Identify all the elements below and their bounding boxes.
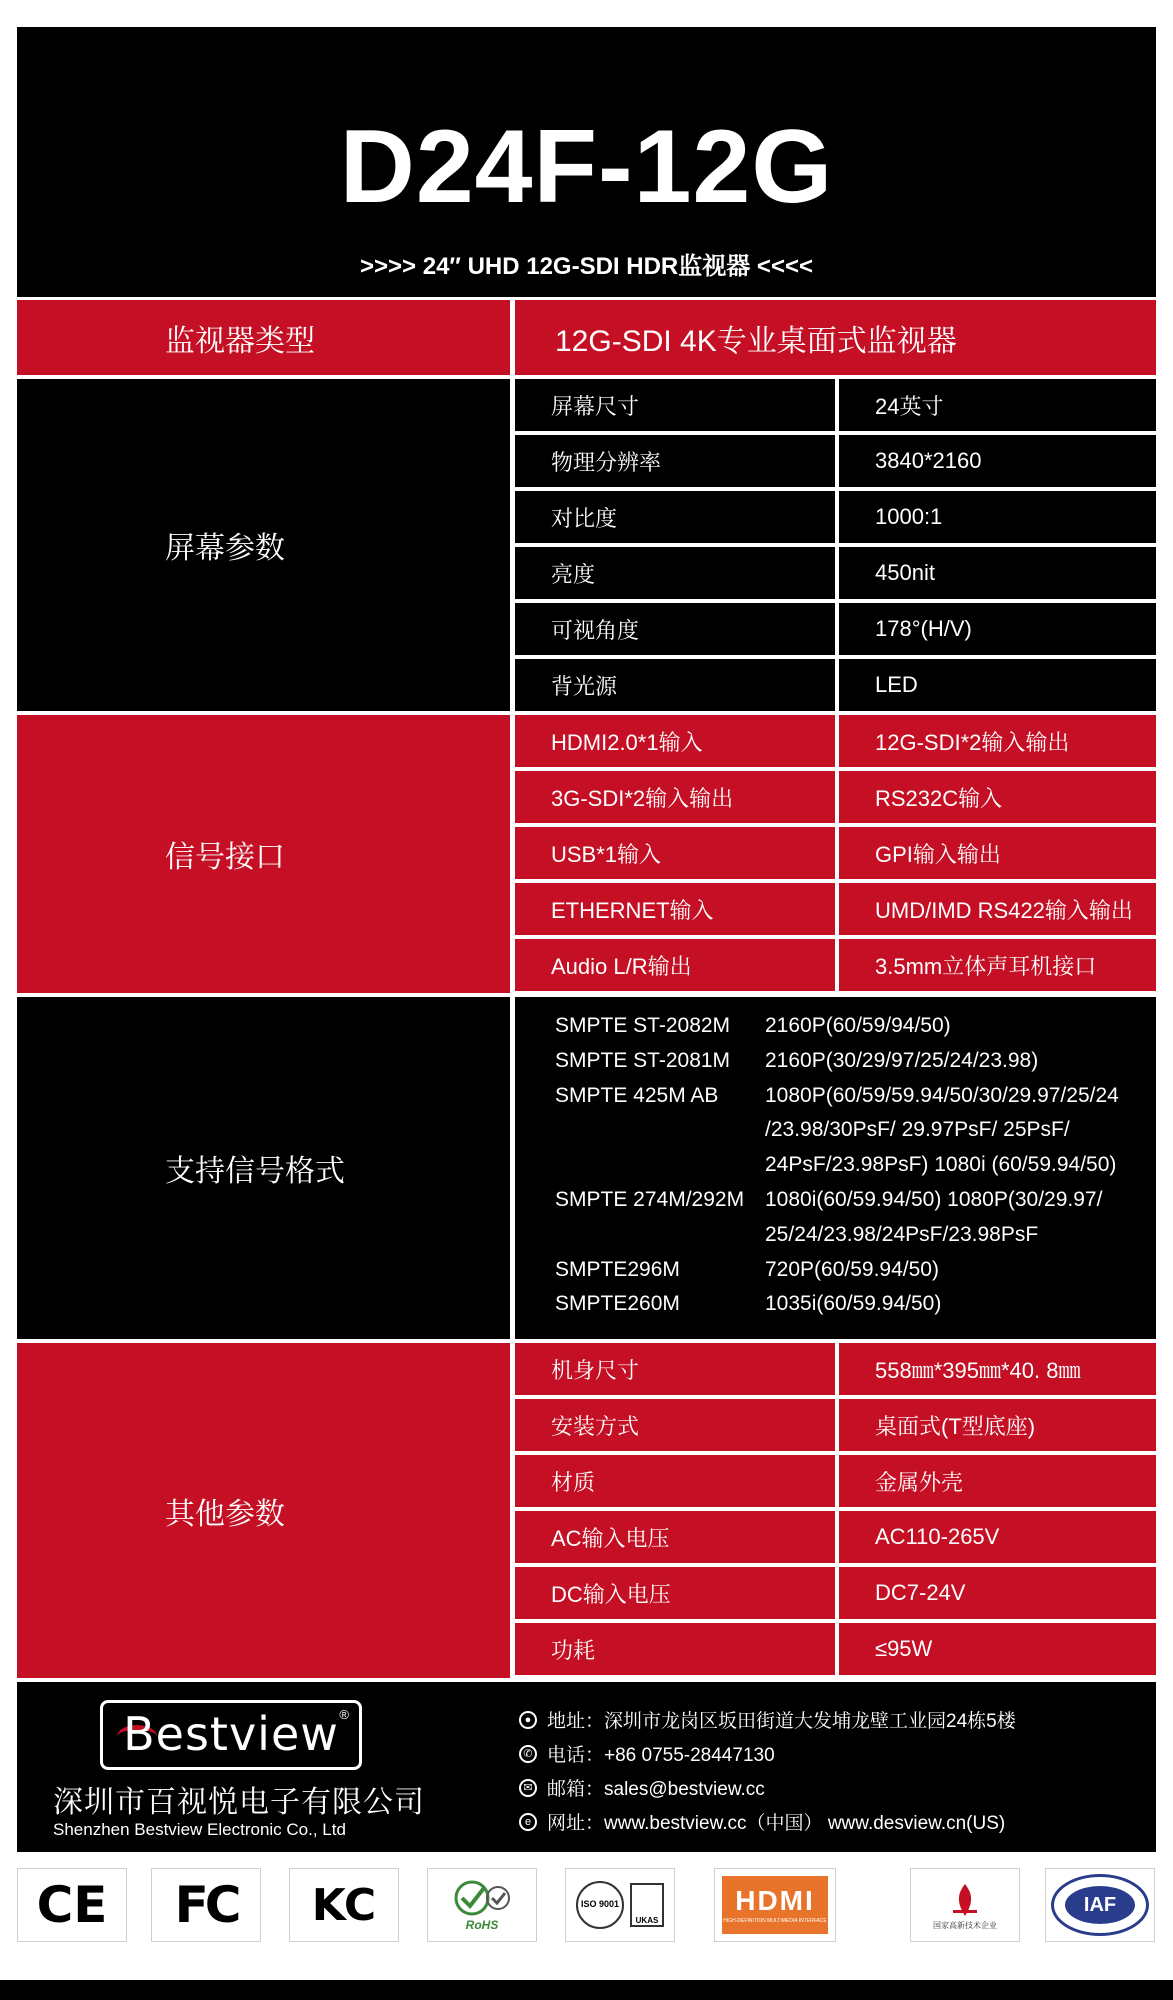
iso-logo: ISO 9001 UKAS: [565, 1868, 675, 1942]
spec-key: Audio L/R输出: [515, 939, 835, 991]
spec-key: 背光源: [515, 659, 835, 711]
model-title: D24F-12G: [339, 109, 834, 225]
hightech-emblem-icon: [945, 1880, 985, 1920]
spec-key: ETHERNET输入: [515, 883, 835, 935]
monitor-type-label: 监视器类型: [17, 300, 510, 375]
rohs-check-icon: [452, 1878, 512, 1918]
kc-logo: KC: [289, 1868, 399, 1942]
hightech-logo: 国家高新技术企业: [910, 1868, 1020, 1942]
spec-key: 可视角度: [515, 603, 835, 655]
spec-value: 558㎜*395㎜*40. 8㎜: [839, 1343, 1156, 1395]
iaf-logo: IAF: [1045, 1868, 1155, 1942]
spec-value: GPI输入输出: [839, 827, 1156, 879]
fcc-logo: FC: [151, 1868, 261, 1942]
spec-key: 对比度: [515, 491, 835, 543]
certification-logos: [0, 1868, 1173, 1948]
spec-value: 12G-SDI*2输入输出: [839, 715, 1156, 767]
hdmi-logo: HDMI HIGH-DEFINITION MULTIMEDIA INTERFACE: [714, 1868, 836, 1942]
other-section-label: 其他参数: [17, 1343, 510, 1678]
spec-key: 屏幕尺寸: [515, 379, 835, 431]
spec-value: 3840*2160: [839, 435, 1156, 487]
model-subtitle: >>>> 24″ UHD 12G-SDI HDR监视器 <<<<: [359, 253, 813, 280]
spec-value: 1000:1: [839, 491, 1156, 543]
address: ● 地址：深圳市龙岗区坂田街道大发埔龙壁工业园24栋5楼: [519, 1706, 1016, 1733]
spec-value: 3.5mm立体声耳机接口: [839, 939, 1156, 991]
globe-icon: e: [519, 1813, 537, 1831]
screen-section-label: 屏幕参数: [17, 379, 510, 711]
title-area: [17, 27, 1156, 297]
spec-value: ≤95W: [839, 1623, 1156, 1675]
ce-logo: CE: [17, 1868, 127, 1942]
company-name-en: Shenzhen Bestview Electronic Co., Ltd: [53, 1820, 346, 1839]
spec-key: USB*1输入: [515, 827, 835, 879]
bottom-bar: [0, 1980, 1173, 2000]
phone: ✆ 电话：+86 0755-28447130: [519, 1740, 775, 1767]
email: ✉ 邮箱：sales@bestview.cc: [519, 1774, 765, 1801]
spec-value: DC7-24V: [839, 1567, 1156, 1619]
location-pin-icon: ●: [519, 1711, 537, 1729]
spec-key: 材质: [515, 1455, 835, 1507]
spec-value: UMD/IMD RS422输入输出: [839, 883, 1156, 935]
spec-key: 亮度: [515, 547, 835, 599]
monitor-type-value: 12G-SDI 4K专业桌面式监视器: [515, 300, 1156, 375]
spec-key: 机身尺寸: [515, 1343, 835, 1395]
spec-key: 物理分辨率: [515, 435, 835, 487]
spec-key: AC输入电压: [515, 1511, 835, 1563]
spec-value: 178°(H/V): [839, 603, 1156, 655]
company-footer: [17, 1682, 1156, 1852]
formats-panel: SMPTE ST-2082M 2160P(60/59/94/50) SMPTE ST-2081M 2160P(30/29/97/25/24/23.98) SMPTE 425M AB 1080P(60/59/59.94/50/30/29.97/25/24 /23.98/30PsF/ 29.97PsF/ 25PsF/ 24PsF/23.98PsF) 1080i (60/59.94/50) SMPTE 274M/292M 1080i(60/59.94/50) 1080P(30/29.97/ 25/24/23.98/24PsF/23.98PsF SMPTE296M 720P(60/59.94/50) SMPTE260M 1035i(60/59.94/50): [515, 997, 1156, 1339]
spec-key: HDMI2.0*1输入: [515, 715, 835, 767]
spec-value: LED: [839, 659, 1156, 711]
spec-value: 24英寸: [839, 379, 1156, 431]
spec-key: DC输入电压: [515, 1567, 835, 1619]
spec-value: 桌面式(T型底座): [839, 1399, 1156, 1451]
mail-icon: ✉: [519, 1779, 537, 1797]
phone-icon: ✆: [519, 1745, 537, 1763]
website: e 网址：www.bestview.cc（中国） www.desview.cn(US): [519, 1808, 1005, 1835]
spec-key: 功耗: [515, 1623, 835, 1675]
formats-section-label: 支持信号格式: [17, 997, 510, 1339]
company-name-cn: 深圳市百视悦电子有限公司: [53, 1786, 425, 1819]
bestview-logo: Bestview ®: [100, 1700, 362, 1770]
spec-key: 3G-SDI*2输入输出: [515, 771, 835, 823]
spec-value: RS232C输入: [839, 771, 1156, 823]
rohs-logo: RoHS: [427, 1868, 537, 1942]
spec-value: AC110-265V: [839, 1511, 1156, 1563]
spec-value: 450nit: [839, 547, 1156, 599]
spec-value: 金属外壳: [839, 1455, 1156, 1507]
spec-key: 安装方式: [515, 1399, 835, 1451]
interface-section-label: 信号接口: [17, 715, 510, 993]
